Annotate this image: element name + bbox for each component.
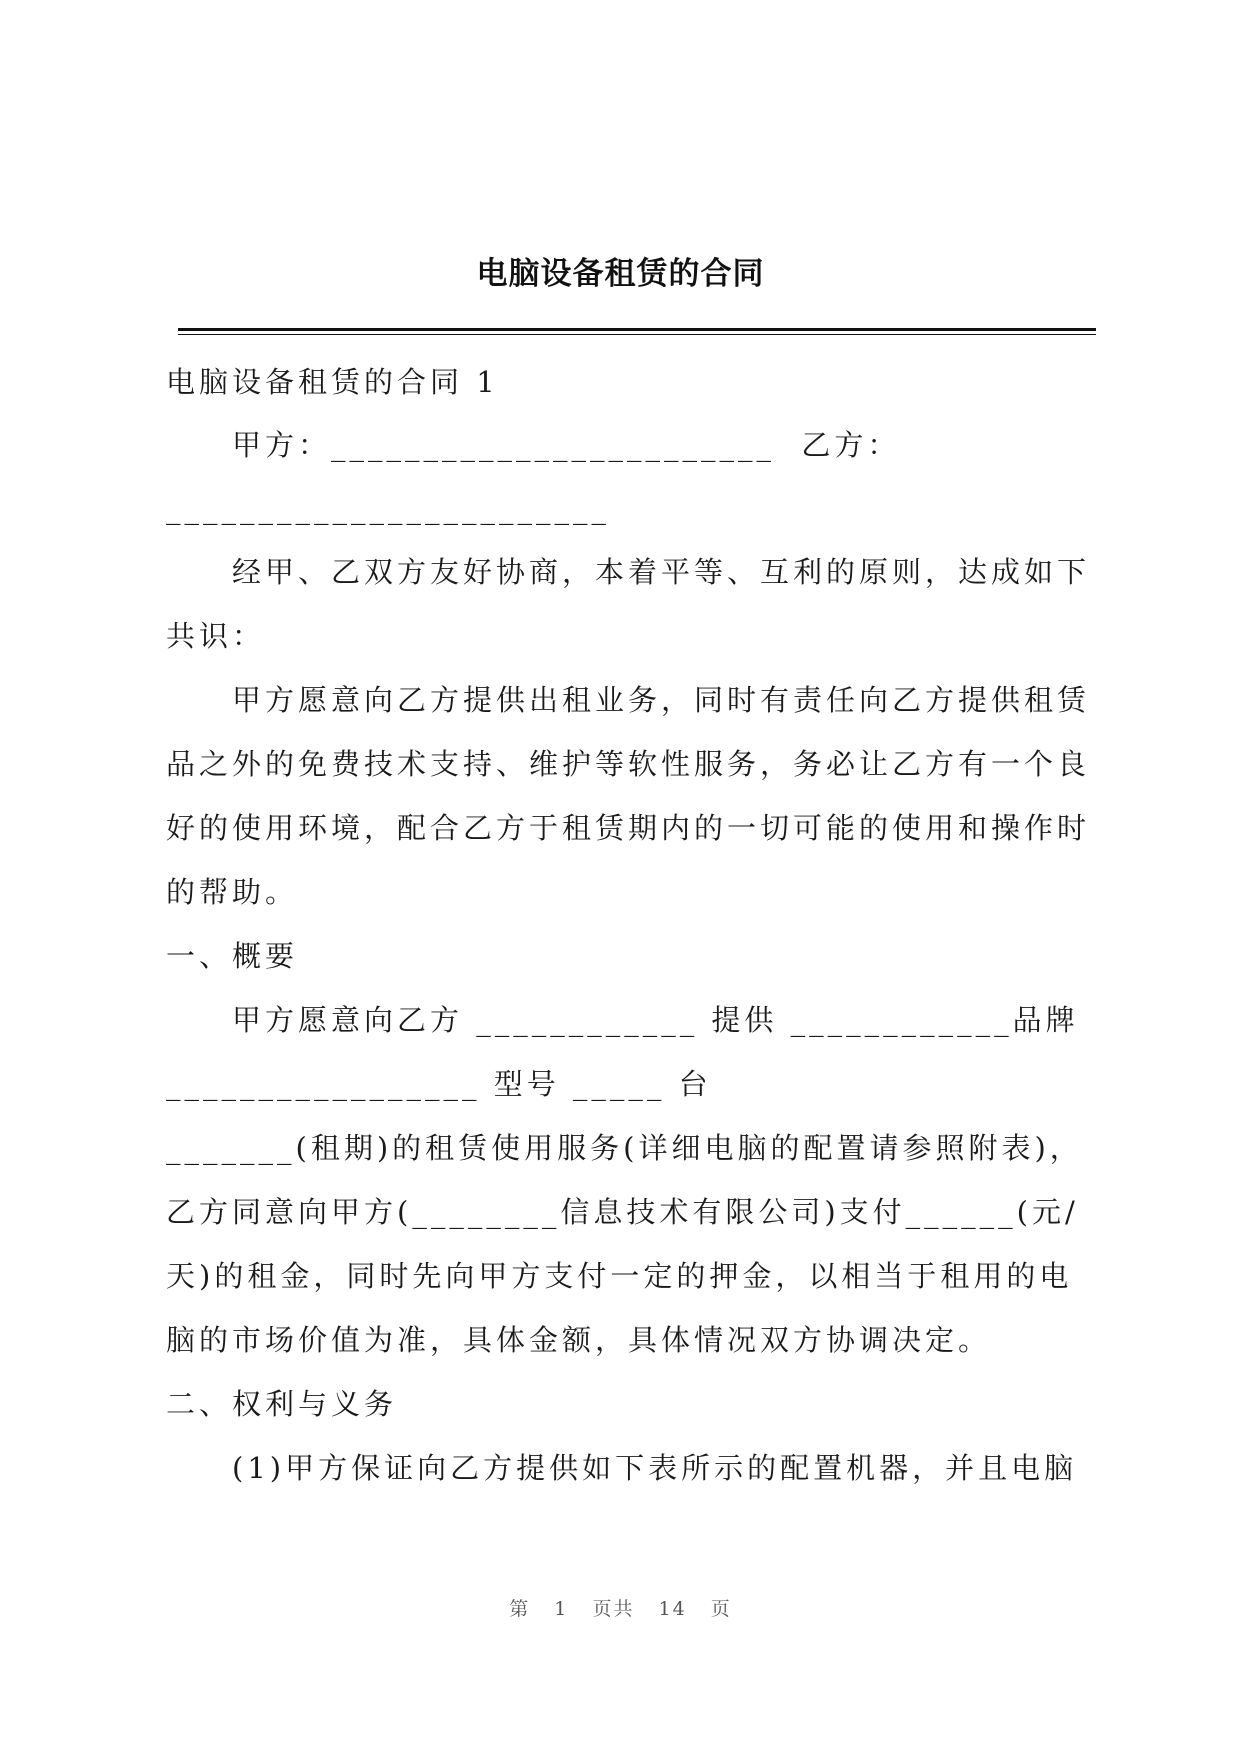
section-heading: 电脑设备租赁的合同 1 <box>166 365 499 399</box>
party-blank-line: ________________________ <box>166 491 610 525</box>
footer-label-page: 第 <box>509 1598 531 1620</box>
title-divider-thin <box>178 334 1096 335</box>
party-line: 甲方：________________________ 乙方： <box>232 428 901 462</box>
paragraph-line: 的帮助。 <box>166 875 299 909</box>
document-title: 电脑设备租赁的合同 <box>476 256 765 292</box>
paragraph-line: 经甲、乙双方友好协商，本着平等、互利的原则，达成如下 <box>232 555 1091 589</box>
section-heading: 一、概要 <box>166 939 299 973</box>
paragraph-line: 脑的市场价值为准，具体金额，具体情况双方协调决定。 <box>166 1323 992 1357</box>
footer-label-of: 页共 <box>592 1598 635 1620</box>
paragraph-line: 好的使用环境，配合乙方于租赁期内的一切可能的使用和操作时 <box>166 811 1091 845</box>
paragraph-line: _________________ 型号 _____ 台 <box>166 1067 712 1101</box>
paragraph-line: _______(租期)的租赁使用服务(详细电脑的配置请参照附表)， <box>166 1131 1083 1165</box>
page-footer <box>0 1594 1241 1621</box>
paragraph-line: 甲方愿意向乙方 ____________ 提供 ____________品牌 <box>232 1003 1079 1037</box>
footer-label-pages: 页 <box>710 1598 732 1620</box>
paragraph-line: 共识： <box>166 619 266 653</box>
footer-total-pages: 14 <box>658 1598 687 1620</box>
paragraph-line: 品之外的免费技术支持、维护等软性服务，务必让乙方有一个良 <box>166 747 1091 781</box>
footer-current-page: 1 <box>554 1598 569 1620</box>
section-heading: 二、权利与义务 <box>166 1387 398 1421</box>
paragraph-line: (1)甲方保证向乙方提供如下表所示的配置机器，并且电脑 <box>232 1451 1078 1485</box>
title-divider-thick <box>178 328 1096 331</box>
paragraph-line: 乙方同意向甲方(________信息技术有限公司)支付______(元/ <box>166 1195 1079 1229</box>
paragraph-line: 甲方愿意向乙方提供出租业务，同时有责任向乙方提供租赁 <box>232 683 1091 717</box>
paragraph-line: 天)的租金，同时先向甲方支付一定的押金，以相当于租用的电 <box>166 1259 1073 1293</box>
